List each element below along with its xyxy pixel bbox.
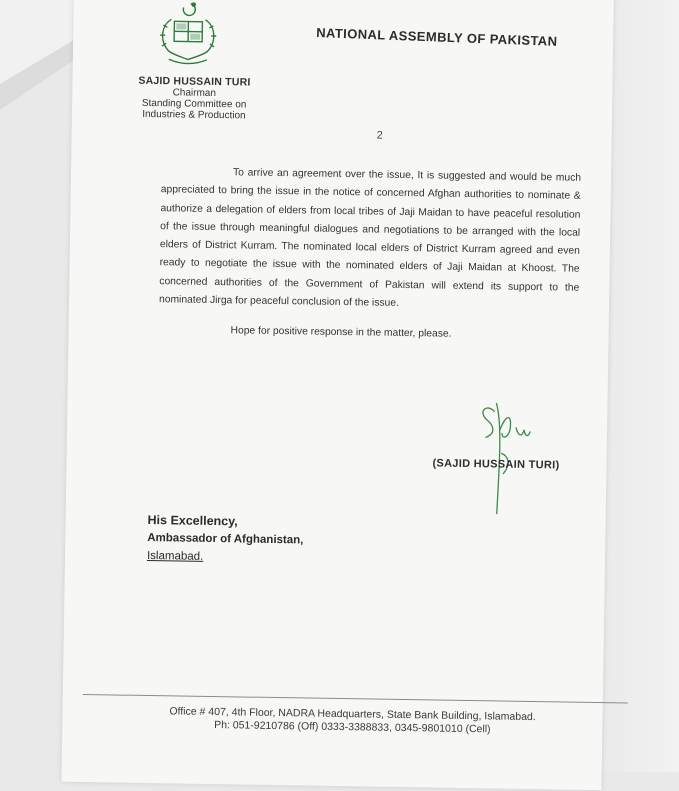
national-emblem-icon xyxy=(153,0,224,70)
addressee-block xyxy=(147,511,304,567)
footer-divider xyxy=(83,694,628,704)
body-paragraph-2: Hope for positive response in the matter, please. xyxy=(158,322,578,347)
footer-phone: Ph: 051-9210786 (Off) 0333-3388833, 0345-9801010 (Cell) xyxy=(142,718,562,738)
addressee-line-3: Islamabad. xyxy=(147,547,303,567)
footer xyxy=(142,705,562,738)
sender-name: SAJID HUSSAIN TURI xyxy=(124,76,264,89)
page-number: 2 xyxy=(377,130,383,142)
sender-committee-line1: Standing Committee on xyxy=(124,98,264,111)
sender-block xyxy=(124,76,265,122)
sender-committee-line2: Industries & Production xyxy=(124,109,264,122)
addressee-line-2: Ambassador of Afghanistan, xyxy=(147,529,303,549)
signatory-name: (SAJID HUSSAIN TURI) xyxy=(432,457,559,471)
sender-title: Chairman xyxy=(124,87,264,100)
body-paragraph-1: To arrive an agreement over the issue, It is suggested and would be much appreciated to bring the issue in the notice of concerned Afghan authorities to nominate & authorize a delegation of elders from local tribes of Jaji Maidan to have peaceful resolution of the issue through meaningful dialogues and negotiations to be arranged with the local elders of District Kurram. The nominated local elders of District Kurram agreed and even ready to negotiate the issue with the nominated elders of Jaji Maidan at Khoost. The concerned authorities of the Government of Pakistan will extend its support to the nominated Jirga for peaceful conclusion of the issue. xyxy=(159,163,581,316)
assembly-heading: NATIONAL ASSEMBLY OF PAKISTAN xyxy=(316,25,558,49)
letter-page xyxy=(61,0,613,790)
footer-address: Office # 407, 4th Floor, NADRA Headquarters, State Bank Building, Islamabad. xyxy=(142,705,562,725)
addressee-line-1: His Excellency, xyxy=(147,511,303,531)
letter-body xyxy=(158,163,581,346)
